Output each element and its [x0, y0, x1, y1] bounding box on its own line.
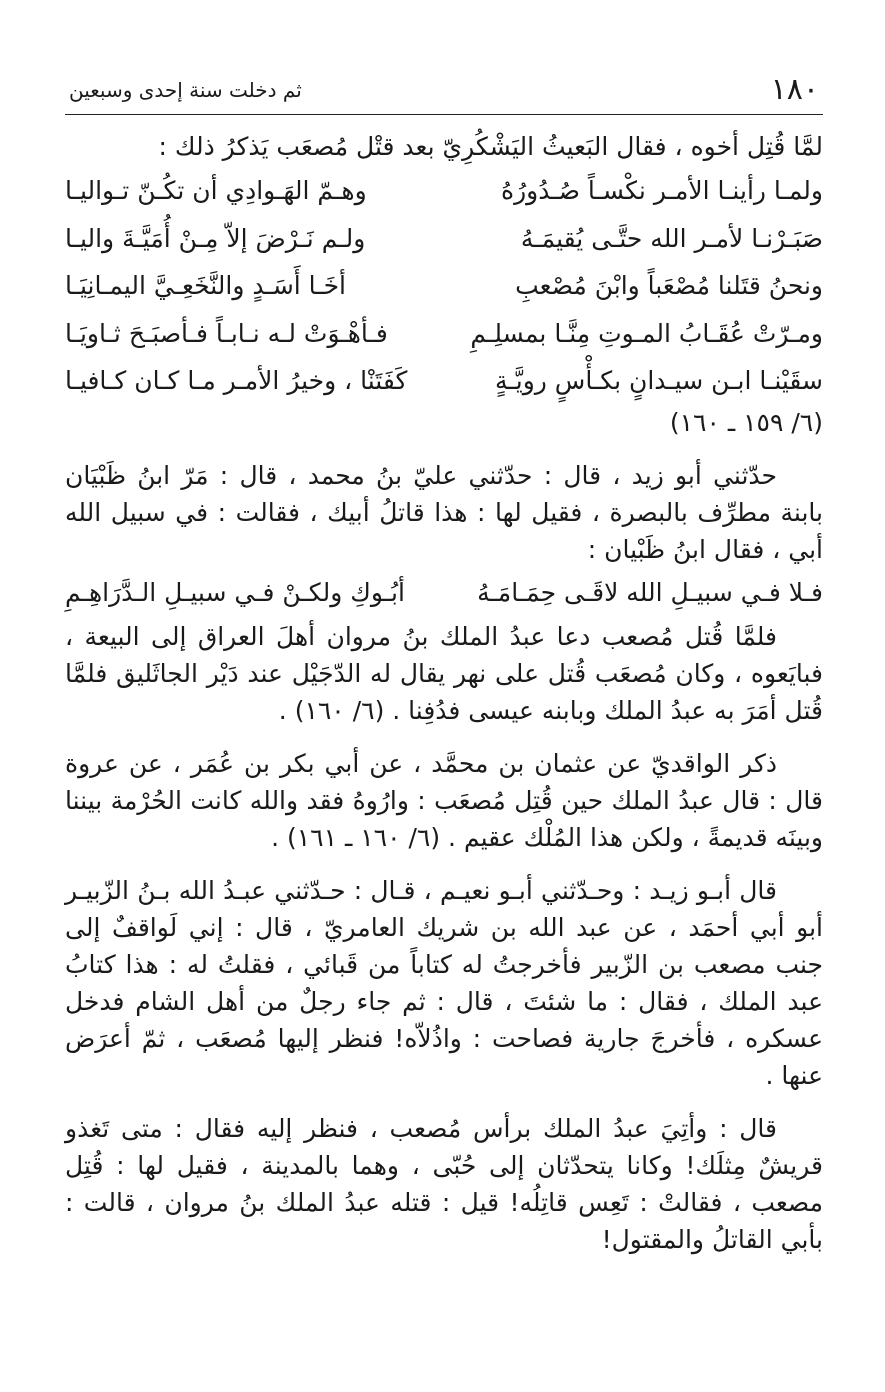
poem-block	[65, 167, 823, 405]
second-hemistich: أبُـوكِ ولكـنْ فـي سبيـلِ الـدَّرَاهِـمِ	[65, 577, 405, 607]
first-hemistich: صَبَـرْنـا لأمـر الله حتَّـى يُقيمَـهُ	[520, 223, 823, 253]
paragraph: حدّثني أبو زيد ، قال : حدّثني عليّ بنُ محمد ، قال : مَرّ ابنُ ظَبْيَان بابنة مطرِّف بالبصرة ، فقيل لها : هذا قاتلُ أبيك ، فقالت : في سبيل الله أبي ، فقال ابنُ ظَبْيان :	[65, 460, 823, 564]
poem-verse	[65, 357, 823, 405]
poem-verse	[65, 167, 823, 215]
poem-verse	[65, 215, 823, 263]
running-head: ثم دخلت سنة إحدى وسبعين	[69, 78, 302, 102]
second-hemistich: أخَـا أَسَـدٍ والنَّخَعِـيَّ اليمـانِيَـا	[65, 271, 347, 300]
paragraph: قال : وأتِيَ عبدُ الملك برأس مُصعب ، فنظر إليه فقال : متى تَغذو قريشٌ مِثلَك! وكانا يتحدّثان إلى حُبّى ، وهما بالمدينة ، فقيل لها : قُتِل مصعب ، فقالتْ : تَعِس قاتِلُه! قيل : قتله عبدُ الملك بنُ مروان ، قالت : بأبي القاتلُ والمقتول!	[65, 1113, 823, 1254]
first-hemistich: سقَيْنـا ابـن سيـدانٍ بكـأْسٍ رويَّـةٍ	[495, 366, 823, 395]
paragraph: ذكر الواقديّ عن عثمان بن محمَّد ، عن أبي بكر بن عُمَر ، عن عروة قال : قال عبدُ الملك حين قُتِل مُصعَب : وارُوهُ فقد والله كانت الحُرْمة بيننا وبينَه قديمةً ، ولكن هذا المُلْك عقيم . (٦/ ١٦٠ ـ ١٦١) .	[65, 748, 823, 852]
second-hemistich: كَفَتَنْا ، وخيرُ الأمـر مـا كـان كـافيـا	[65, 366, 408, 395]
paragraph: فلمَّا قُتل مُصعب دعا عبدُ الملك بنُ مروان أهلَ العراق إلى البيعة ، فبايَعوه ، وكان مُصعَب قُتل على نهر يقال له الدّجَيْل عند دَيْر الجاثَليق فلمَّا قُتل أمَرَ به عبدُ الملك وبابنه عيسى فدُفِنا . (٦/ ١٦٠) .	[65, 621, 823, 725]
paragraph: قال أبـو زيـد : وحـدّثني أبـو نعيـم ، قـال : حـدّثني عبـدُ الله بـنُ الزّبيـر أبو أبي أحمَد ، عن عبد الله بن شريك العامريّ ، قال : إني لَواقفٌ إلى جنب مصعب بن الزّبير فأخرجتُ له كتاباً من قَبائي ، فقلتُ له : هذا كتابُ عبد الملك ، فقال : ما شئتَ ، قال : ثم جاء رجلٌ من أهل الشام فدخل عسكره ، فأخرجَ جارية فصاحت : واذُلاّه! فنظر إليها مُصعَب ، ثمّ أعرَض عنها .	[65, 875, 823, 1090]
page-header	[65, 72, 823, 115]
intro-line: لمَّا قُتِل أخوه ، فقال البَعيثُ اليَشْكُرِيّ بعد قتْل مُصعَب يَذكرُ ذلك :	[158, 132, 823, 161]
second-hemistich: ولـم نَـرْضَ إلاّ مِـنْ أُمَيَّـةَ واليـا	[65, 223, 366, 253]
second-hemistich: وهـمّ الهَـوادِي أن تكُـنّ تـواليـا	[65, 176, 367, 205]
first-hemistich: ونحنُ قتَلنا مُصْعَباً وابْنَ مُصْعبِ	[515, 271, 823, 300]
poem-verse	[65, 310, 823, 358]
first-hemistich: فـلا فـي سبيـلِ الله لاقَـى حِمَـامَـهُ	[477, 577, 823, 607]
second-hemistich: فـأهْـوَتْ لـه نـابـاً فـأصبَـحَ ثـاويَـا	[65, 318, 388, 348]
page-body	[65, 128, 823, 1258]
first-hemistich: ولمـا رأينـا الأمـر نكْسـاً صُـدُورُهُ	[501, 176, 823, 205]
first-hemistich: ومـرّتْ عُقَـابُ المـوتِ مِنَّـا بمسلِـمِ	[470, 318, 823, 348]
poem-verse	[65, 262, 823, 310]
page-number: ١٨٠	[770, 72, 819, 107]
poem-verse	[65, 570, 823, 616]
source-reference: (٦/ ١٥٩ ـ ١٦٠)	[669, 407, 823, 437]
